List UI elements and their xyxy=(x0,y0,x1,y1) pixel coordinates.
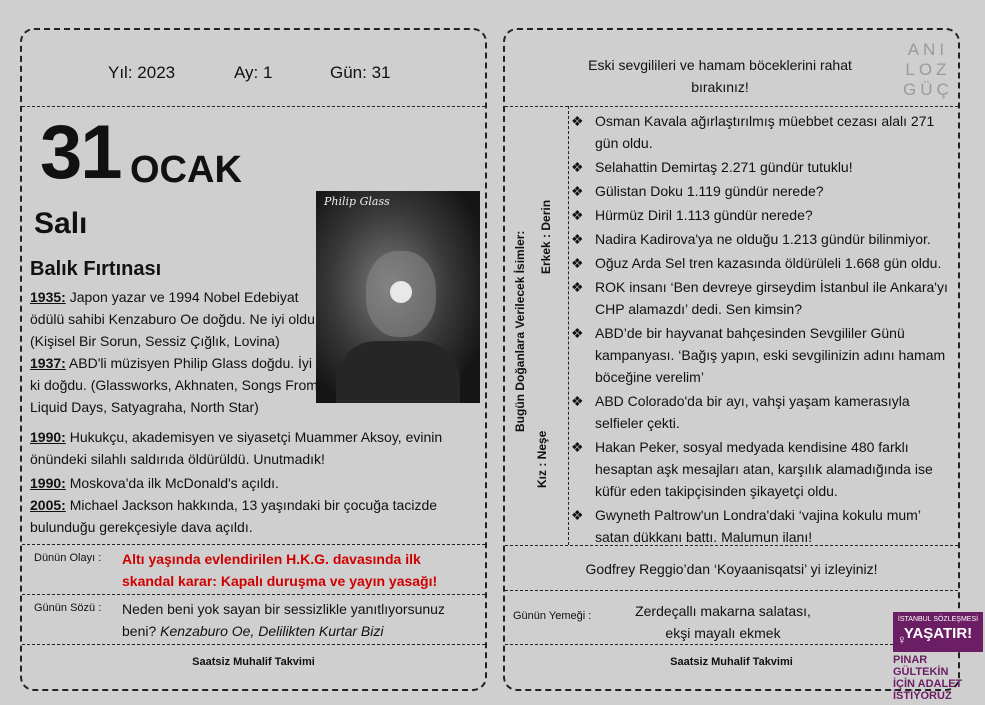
bullet-icon: ❖ xyxy=(571,255,584,271)
item-text: Osman Kavala ağırlaştırılmış müebbet cezası alalı 271 gün oldu. xyxy=(595,113,935,151)
left-calendar-page xyxy=(20,28,487,691)
yemek-label: Günün Yemeği : xyxy=(513,610,592,622)
philip-glass-photo xyxy=(316,191,480,403)
event-year: 2005: xyxy=(30,497,66,513)
big-day-number: 31 xyxy=(40,110,121,195)
bullet-icon: ❖ xyxy=(571,507,584,523)
list-item xyxy=(569,156,957,178)
list-item xyxy=(569,276,957,320)
list-item xyxy=(569,390,957,434)
list-item xyxy=(569,110,957,154)
footer-title: Saatsiz Muhalif Takvimi xyxy=(192,656,315,668)
header-advice: Eski sevgilileri ve hamam böceklerini rahat bırakınız! xyxy=(588,57,852,95)
soz-quote: Neden beni yok sayan bir sessizlikle yanıtlıyorsunuz beni? xyxy=(122,601,445,639)
divider xyxy=(505,590,958,591)
event-text: Michael Jackson hakkında, 13 yaşındaki bir çocuğa tacizde bulunduğu gerekçesiyle dava açıldı. xyxy=(30,497,438,535)
badge-main: YAŞATIR! xyxy=(903,625,973,642)
divider xyxy=(22,544,485,545)
bullet-icon: ❖ xyxy=(571,183,584,199)
logo-line: ANI xyxy=(907,40,949,59)
item-text: ABD Colorado'da bir ayı, vahşi yaşam kamerasıyla selfieler çekti. xyxy=(595,393,910,431)
campaign-slogan xyxy=(893,654,983,702)
right-calendar-page xyxy=(503,28,960,691)
item-text: ABD’de bir hayvanat bahçesinden Sevgililer Günü kampanyası. ‘Bağış yapın, eski sevgilinizin adını hamam böceğine verelim’ xyxy=(595,325,946,385)
divider xyxy=(505,644,958,645)
olay-text: Altı yaşında evlendirilen H.K.G. davasında ilk skandal karar: Kapalı duruşma ve yayın yasağı! xyxy=(122,551,438,589)
soz-label: Günün Sözü : xyxy=(34,602,102,614)
list-item xyxy=(569,436,957,502)
list-item xyxy=(569,228,957,250)
divider xyxy=(22,594,485,595)
event-year: 1990: xyxy=(30,429,66,445)
weekday: Salı xyxy=(34,207,88,240)
bullet-icon: ❖ xyxy=(571,279,584,295)
divider xyxy=(505,106,958,107)
item-text: Oğuz Arda Sel tren kazasında öldürüleli 1.668 gün oldu. xyxy=(595,255,942,271)
divider xyxy=(22,106,485,107)
recommendation: Godfrey Reggio’dan ‘Koyaanisqatsi’ yi izleyiniz! xyxy=(585,561,878,577)
event-year: 1937: xyxy=(30,355,66,371)
names-title: Bugün Doğanlara Verilecek İsimler: xyxy=(513,230,527,432)
news-list xyxy=(569,110,957,550)
yemek-text: Zerdeçallı makarna salatası, ekşi mayalı ekmek xyxy=(635,603,811,641)
event-text: ABD'li müzisyen Philip Glass doğdu. İyi ki doğdu. (Glassworks, Akhnaten, Songs From Liquid Days, Satyagraha, North Star) xyxy=(30,355,318,415)
photo-caption: Philip Glass xyxy=(324,195,390,208)
list-item xyxy=(569,252,957,274)
list-item xyxy=(569,322,957,388)
bullet-icon: ❖ xyxy=(571,207,584,223)
badge-top: İSTANBUL SÖZLEŞMESİ xyxy=(897,616,979,623)
month-label: Ay: 1 xyxy=(234,63,273,82)
event-text: Hukukçu, akademisyen ve siyasetçi Muammer Aksoy, evinin önündeki silahlı saldırıda öldürüldü. Unutmadık! xyxy=(30,429,443,467)
item-text: Selahattin Demirtaş 2.271 gündür tutuklu! xyxy=(595,159,853,175)
bullet-icon: ❖ xyxy=(571,159,584,175)
list-item xyxy=(569,180,957,202)
shoulders-shape xyxy=(336,341,460,403)
olay-label: Dünün Olayı : xyxy=(34,552,102,564)
female-name: Kız : Neşe xyxy=(535,430,549,488)
slogan-line: İÇİN ADALET xyxy=(893,678,963,690)
event-text: Moskova'da ilk McDonald's açıldı. xyxy=(65,475,279,491)
item-text: ROK insanı ‘Ben devreye girseydim İstanbul ile Ankara'yı CHP alamazdı’ dedi. Sen kimsin? xyxy=(595,279,948,317)
item-text: Nadira Kadirova'ya ne olduğu 1.213 gündür bilinmiyor. xyxy=(595,231,931,247)
male-name: Erkek : Derin xyxy=(539,199,553,274)
item-text: Gwyneth Paltrow'un Londra'daki ‘vajina kokulu mum’ satan dükkanı battı. Malumun ilanı! xyxy=(595,507,921,545)
event-text: Japon yazar ve 1994 Nobel Edebiyat ödülü sahibi Kenzaburo Oe doğdu. Ne iyi oldu (Kişisel Bir Sorun, Sessiz Çığlık, Lovina) xyxy=(30,289,315,349)
soz-source: Kenzaburo Oe, Delilikten Kurtar Bizi xyxy=(160,623,384,639)
day-label: Gün: 31 xyxy=(330,63,391,82)
item-text: Gülistan Doku 1.119 gündür nerede? xyxy=(595,183,824,199)
bullet-icon: ❖ xyxy=(571,113,584,129)
event-item xyxy=(30,352,318,418)
divider xyxy=(505,545,958,546)
logo-line: LOZ xyxy=(905,60,951,79)
logo-line: GÜÇ xyxy=(903,80,953,99)
event-year: 1990: xyxy=(30,475,66,491)
year-label: Yıl: 2023 xyxy=(108,63,176,82)
bullet-icon: ❖ xyxy=(571,231,584,247)
divider xyxy=(22,644,485,645)
campaign-badge xyxy=(893,612,983,652)
big-month-name: OCAK xyxy=(130,149,242,191)
slogan-line: İSTİYORUZ xyxy=(893,690,952,702)
event-item xyxy=(30,426,480,470)
footer-title: Saatsiz Muhalif Takvimi xyxy=(670,656,793,668)
bullet-icon: ❖ xyxy=(571,325,584,341)
soz-text xyxy=(122,598,472,642)
item-text: Hürmüz Diril 1.113 gündür nerede? xyxy=(595,207,813,223)
storm-name: Balık Fırtınası xyxy=(30,258,162,280)
coin-icon xyxy=(390,281,412,303)
event-year: 1935: xyxy=(30,289,66,305)
bullet-icon: ❖ xyxy=(571,393,584,409)
event-item xyxy=(30,472,480,494)
event-item xyxy=(30,286,318,352)
slogan-line: PINAR GÜLTEKİN xyxy=(893,654,949,678)
item-text: Hakan Peker, sosyal medyada kendisine 480 farklı hesaptan aşk mesajları atan, karşılık alamadığında ise küfür eden takipçisinden şikayetçi oldu. xyxy=(595,439,933,499)
bullet-icon: ❖ xyxy=(571,439,584,455)
anilozguc-logo xyxy=(903,40,953,100)
list-item xyxy=(569,504,957,548)
female-symbol-icon: ♀ xyxy=(897,632,907,647)
event-item xyxy=(30,494,480,538)
list-item xyxy=(569,204,957,226)
names-column xyxy=(505,106,569,545)
